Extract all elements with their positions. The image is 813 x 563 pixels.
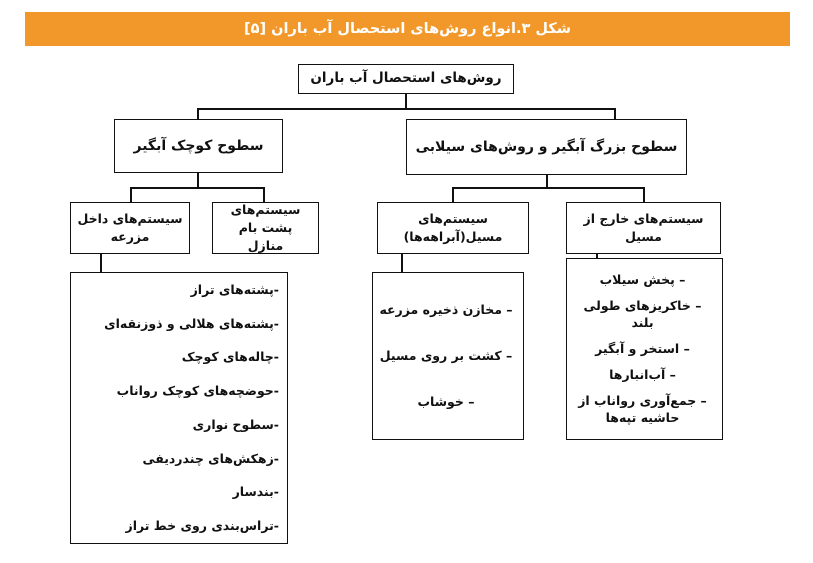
figure-title: شکل ۳.انواع روش‌های استحصال آب باران [۵] [244, 21, 571, 37]
node-label: سیستم‌های خارج از مسیل [583, 210, 704, 244]
node-channel-systems[interactable] [377, 202, 529, 254]
connector-large-bus [452, 187, 644, 189]
list-item: -زهکش‌های چندردیفی [142, 450, 279, 466]
node-label: سطوح کوچک آبگیر [133, 137, 264, 154]
list-item: – خوشاب [417, 393, 475, 409]
connector-large-stem [546, 175, 548, 187]
connector-channel-to-list [401, 254, 403, 274]
list-item: – کشت بر روی مسیل [379, 347, 513, 363]
list-item: – استخر و آبگیر [595, 340, 690, 356]
node-off-channel-systems[interactable] [566, 202, 721, 254]
node-label: سیستم‌های پشت بام منازل [230, 201, 301, 254]
connector-in-farm-to-list [100, 254, 102, 274]
node-label: سیستم‌های داخل مزرعه [77, 210, 183, 244]
connector-small-bus [130, 187, 265, 189]
list-item: -بندسار [232, 484, 279, 500]
list-item: -پشته‌های تراز [190, 281, 279, 297]
list-item: – جمع‌آوری رواناب از حاشیه تپه‌ها [578, 392, 707, 425]
connector-to-channel-systems [452, 187, 454, 203]
connector-to-in-farm-systems [130, 187, 132, 203]
list-item: -تراس‌بندی روی خط تراز [125, 518, 279, 533]
connector-root-bus [197, 108, 615, 110]
node-label: سطوح بزرگ آبگیر و روش‌های سیلابی [415, 138, 678, 155]
node-small-catchment-surfaces[interactable] [114, 119, 283, 173]
list-off-channel-systems [566, 258, 723, 440]
list-item: -حوضچه‌های کوچک رواناب [116, 383, 279, 398]
list-item: – مخازن ذخیره مزرعه [379, 301, 513, 317]
connector-root-stem [405, 94, 407, 109]
list-item: – آب‌انبارها [609, 366, 676, 382]
connector-small-stem [197, 173, 199, 187]
node-rooftop-systems[interactable] [212, 202, 319, 254]
list-item: – پخش سیلاب [599, 271, 686, 287]
node-label: روش‌های استحصال آب باران [310, 70, 502, 87]
list-item: -پشته‌های هلالی و ذوزنقه‌ای [104, 315, 279, 331]
node-in-farm-systems[interactable] [70, 202, 190, 254]
list-channel-systems [372, 272, 524, 440]
node-label: سیستم‌های مسیل(آبراهه‌ها) [403, 210, 503, 244]
figure-title-bar [25, 12, 790, 46]
list-item: -چاله‌های کوچک [181, 349, 279, 365]
list-item: – خاکریزهای طولی بلند [583, 297, 702, 330]
list-item: -سطوح نواری [192, 416, 279, 432]
node-large-catchment-and-flood-methods[interactable] [406, 119, 687, 175]
node-rainwater-harvesting-methods[interactable] [298, 64, 514, 94]
connector-to-off-channel-systems [643, 187, 645, 203]
list-in-farm-systems [70, 272, 288, 544]
